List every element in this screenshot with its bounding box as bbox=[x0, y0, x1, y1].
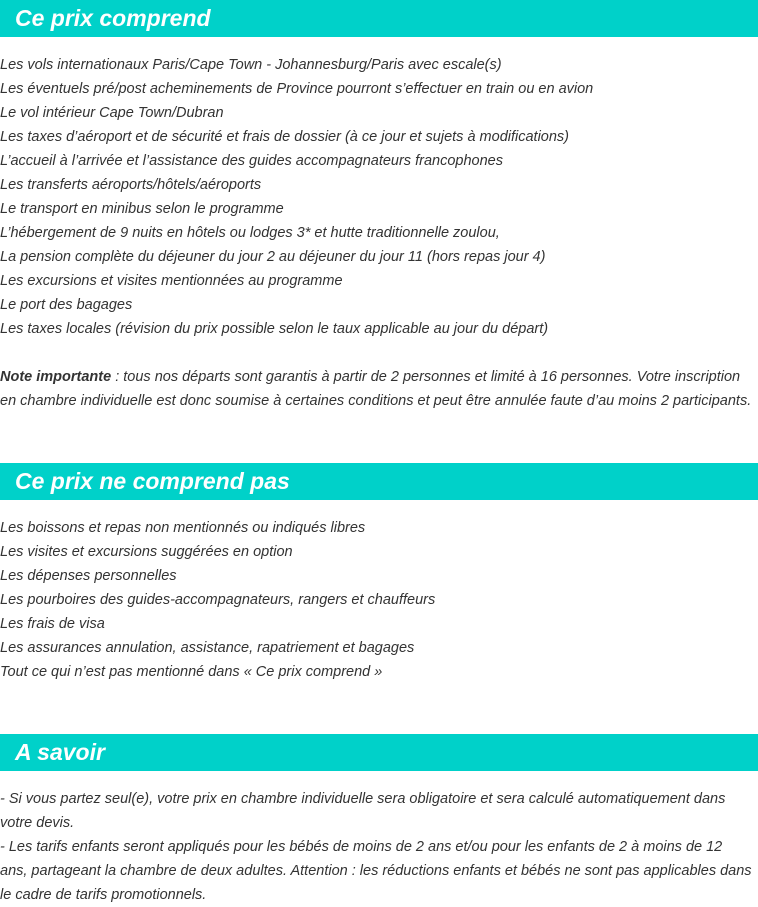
list-item: Les assurances annulation, assistance, rapatriement et bagages bbox=[0, 640, 415, 656]
list-item: Les boissons et repas non mentionnés ou indiqués libres bbox=[0, 520, 366, 536]
includes-list bbox=[0, 53, 758, 341]
list-item: Les taxes d’aéroport et de sécurité et frais de dossier (à ce jour et sujets à modifications) bbox=[0, 129, 570, 145]
list-item: Les pourboires des guides-accompagnateurs, rangers et chauffeurs bbox=[0, 592, 436, 608]
know-paragraph-children: - Les tarifs enfants seront appliqués pour les bébés de moins de 2 ans et/ou pour les enfants de 2 à moins de 12 ans, partageant la chambre de deux adultes. Attention : les réductions enfants et bébés ne sont pas applicables dans le cadre de tarifs promotionnels. bbox=[0, 839, 752, 903]
list-item: Le transport en minibus selon le programme bbox=[0, 201, 284, 217]
list-item: Les excursions et visites mentionnées au programme bbox=[0, 273, 343, 289]
includes-header bbox=[0, 0, 758, 37]
important-note bbox=[0, 365, 752, 413]
excludes-list bbox=[0, 516, 758, 684]
know-header bbox=[0, 734, 758, 771]
important-note-label: Note importante bbox=[0, 369, 112, 385]
important-note-text: : tous nos départs sont garantis à partir de 2 personnes et limité à 16 personnes. Votre inscription en chambre individuelle est donc soumise à certaines conditions et peut être annulée faute d’au moins 2 participants. bbox=[0, 369, 752, 409]
know-title: A savoir bbox=[15, 739, 105, 765]
list-item: Le vol intérieur Cape Town/Dubran bbox=[0, 105, 224, 121]
excludes-header bbox=[0, 463, 758, 500]
includes-title: Ce prix comprend bbox=[15, 5, 211, 31]
list-item: Tout ce qui n’est pas mentionné dans « Ce prix comprend » bbox=[0, 664, 383, 680]
know-paragraph-solo: - Si vous partez seul(e), votre prix en chambre individuelle sera obligatoire et sera calculé automatiquement dans votre devis. bbox=[0, 791, 726, 831]
list-item: Les vols internationaux Paris/Cape Town - Johannesburg/Paris avec escale(s) bbox=[0, 57, 502, 73]
list-item: Les éventuels pré/post acheminements de Province pourront s’effectuer en train ou en avion bbox=[0, 81, 594, 97]
list-item: Les taxes locales (révision du prix possible selon le taux applicable au jour du départ) bbox=[0, 321, 549, 337]
list-item: Les transferts aéroports/hôtels/aéroports bbox=[0, 177, 262, 193]
list-item: Les frais de visa bbox=[0, 616, 105, 632]
list-item: Le port des bagages bbox=[0, 297, 133, 313]
list-item: Les dépenses personnelles bbox=[0, 568, 177, 584]
list-item: L’accueil à l’arrivée et l’assistance des guides accompagnateurs francophones bbox=[0, 153, 503, 169]
list-item: Les visites et excursions suggérées en option bbox=[0, 544, 293, 560]
list-item: La pension complète du déjeuner du jour 2 au déjeuner du jour 11 (hors repas jour 4) bbox=[0, 249, 546, 265]
list-item: L’hébergement de 9 nuits en hôtels ou lodges 3* et hutte traditionnelle zoulou, bbox=[0, 225, 500, 241]
excludes-title: Ce prix ne comprend pas bbox=[15, 468, 290, 494]
